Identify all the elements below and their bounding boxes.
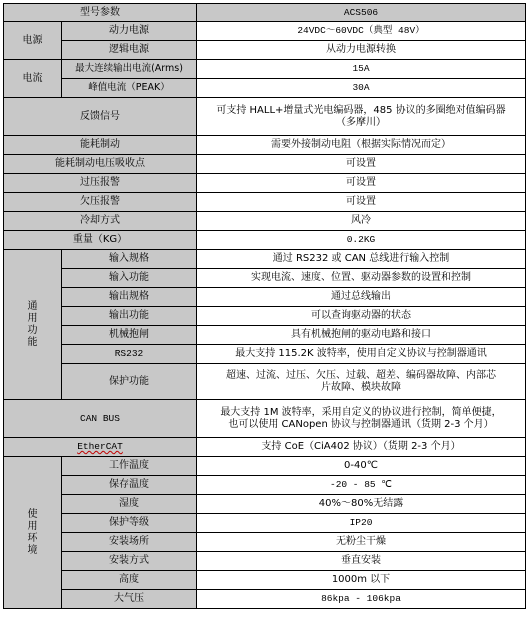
group-general-char: 功 bbox=[27, 324, 38, 336]
row-label: 逻辑电源 bbox=[62, 41, 197, 60]
protect-line-2: 片故障、模块故障 bbox=[321, 381, 401, 393]
table-row bbox=[4, 212, 526, 231]
row-value bbox=[197, 364, 526, 400]
table-row bbox=[4, 345, 526, 364]
row-label: 峰值电流（PEAK） bbox=[62, 79, 197, 98]
table-row bbox=[4, 22, 526, 41]
row-label: 重量（KG） bbox=[4, 231, 197, 250]
row-value: 40%～80%无结露 bbox=[197, 495, 526, 514]
row-label: 冷却方式 bbox=[4, 212, 197, 231]
row-label: 保护功能 bbox=[62, 364, 197, 400]
group-general bbox=[4, 250, 62, 400]
table-row bbox=[4, 400, 526, 438]
row-value: 0.2KG bbox=[197, 231, 526, 250]
table-row bbox=[4, 231, 526, 250]
row-label: 保护等级 bbox=[62, 514, 197, 533]
row-label: 湿度 bbox=[62, 495, 197, 514]
feedback-line-1: 可支持 HALL+增量式光电编码器，485 协议的多圈绝对值编码器 bbox=[216, 104, 506, 116]
row-label bbox=[4, 438, 197, 457]
row-value: 无粉尘干燥 bbox=[197, 533, 526, 552]
group-general-char: 通 bbox=[27, 300, 38, 312]
group-current: 电流 bbox=[4, 60, 62, 98]
header-model: ACS506 bbox=[197, 4, 526, 22]
table-row bbox=[4, 98, 526, 136]
row-value: 最大支持 115.2K 波特率，使用自定义协议与控制器通讯 bbox=[197, 345, 526, 364]
table-row bbox=[4, 533, 526, 552]
row-value bbox=[197, 98, 526, 136]
table-row bbox=[4, 457, 526, 476]
row-value: 通过 RS232 或 CAN 总线进行输入控制 bbox=[197, 250, 526, 269]
group-general-char: 用 bbox=[27, 312, 38, 324]
row-value: 需要外接制动电阻（根据实际情况而定） bbox=[197, 136, 526, 155]
canbus-line-2: 也可以使用 CANopen 协议与控制器通讯（货期 2-3 个月） bbox=[228, 418, 494, 430]
table-row bbox=[4, 495, 526, 514]
ethercat-label: EtherCAT bbox=[77, 441, 123, 452]
table-row bbox=[4, 79, 526, 98]
row-value: IP20 bbox=[197, 514, 526, 533]
table-row bbox=[4, 250, 526, 269]
row-value: 具有机械抱闸的驱动电路和接口 bbox=[197, 326, 526, 345]
group-general-char: 能 bbox=[27, 336, 38, 348]
row-value: 可以查询驱动器的状态 bbox=[197, 307, 526, 326]
row-label: 输入规格 bbox=[62, 250, 197, 269]
group-environment-char: 用 bbox=[27, 520, 38, 532]
row-label: 动力电源 bbox=[62, 22, 197, 41]
table-row bbox=[4, 288, 526, 307]
row-value: 风冷 bbox=[197, 212, 526, 231]
row-value: 可设置 bbox=[197, 174, 526, 193]
table-row bbox=[4, 326, 526, 345]
table-row bbox=[4, 552, 526, 571]
row-value: 0-40℃ bbox=[197, 457, 526, 476]
group-environment-char: 境 bbox=[27, 544, 38, 556]
row-label: 最大连续输出电流(Arms) bbox=[62, 60, 197, 79]
table-row bbox=[4, 438, 526, 457]
table-row bbox=[4, 155, 526, 174]
row-value: 支持 CoE（CiA402 协议）（货期 2-3 个月） bbox=[197, 438, 526, 457]
row-label: 反馈信号 bbox=[4, 98, 197, 136]
row-label: 大气压 bbox=[62, 590, 197, 609]
row-value: -20 - 85 ℃ bbox=[197, 476, 526, 495]
row-value: 24VDC～60VDC（典型 48V） bbox=[197, 22, 526, 41]
row-label: 高度 bbox=[62, 571, 197, 590]
row-label: 能耗制动电压吸收点 bbox=[4, 155, 197, 174]
spec-table-wrapper bbox=[3, 3, 526, 609]
header-row bbox=[4, 4, 526, 22]
group-power: 电源 bbox=[4, 22, 62, 60]
row-label: 能耗制动 bbox=[4, 136, 197, 155]
row-label: 保存温度 bbox=[62, 476, 197, 495]
table-row bbox=[4, 60, 526, 79]
row-value: 86kpa - 106kpa bbox=[197, 590, 526, 609]
row-label: CAN BUS bbox=[4, 400, 197, 438]
table-row bbox=[4, 174, 526, 193]
table-row bbox=[4, 193, 526, 212]
group-environment-char: 使 bbox=[27, 508, 38, 520]
header-label: 型号参数 bbox=[4, 4, 197, 22]
table-row bbox=[4, 136, 526, 155]
row-label: 过压报警 bbox=[4, 174, 197, 193]
row-value: 从动力电源转换 bbox=[197, 41, 526, 60]
row-value: 30A bbox=[197, 79, 526, 98]
canbus-line-1: 最大支持 1M 波特率，采用自定义的协议进行控制，简单便捷， bbox=[220, 406, 502, 418]
row-label: 机械抱闸 bbox=[62, 326, 197, 345]
feedback-line-2: （多摩川） bbox=[336, 116, 386, 128]
row-label: 工作温度 bbox=[62, 457, 197, 476]
table-row bbox=[4, 269, 526, 288]
row-value: 可设置 bbox=[197, 155, 526, 174]
protect-line-1: 超速、过流、过压、欠压、过载、超差、编码器故障、内部芯 bbox=[226, 369, 496, 381]
row-value: 1000m 以下 bbox=[197, 571, 526, 590]
row-label: 输出功能 bbox=[62, 307, 197, 326]
row-label: 安装方式 bbox=[62, 552, 197, 571]
table-row bbox=[4, 476, 526, 495]
row-label: 输出规格 bbox=[62, 288, 197, 307]
row-value: 通过总线输出 bbox=[197, 288, 526, 307]
table-row bbox=[4, 571, 526, 590]
row-label: 欠压报警 bbox=[4, 193, 197, 212]
row-label: RS232 bbox=[62, 345, 197, 364]
row-label: 输入功能 bbox=[62, 269, 197, 288]
row-value: 垂直安装 bbox=[197, 552, 526, 571]
group-environment-char: 环 bbox=[27, 532, 38, 544]
table-row bbox=[4, 590, 526, 609]
row-value: 可设置 bbox=[197, 193, 526, 212]
table-row bbox=[4, 307, 526, 326]
row-label: 安装场所 bbox=[62, 533, 197, 552]
table-row bbox=[4, 41, 526, 60]
spec-table bbox=[3, 3, 526, 609]
table-row bbox=[4, 514, 526, 533]
table-row bbox=[4, 364, 526, 400]
group-environment bbox=[4, 457, 62, 609]
row-value bbox=[197, 400, 526, 438]
row-value: 实现电流、速度、位置、驱动器参数的设置和控制 bbox=[197, 269, 526, 288]
row-value: 15A bbox=[197, 60, 526, 79]
